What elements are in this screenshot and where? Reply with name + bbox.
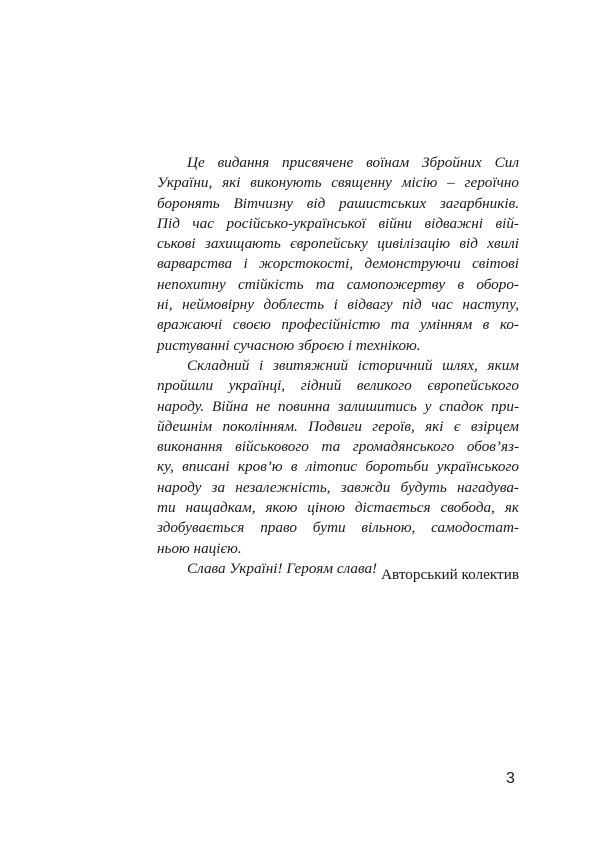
paragraph-1-line: непохитну стійкість та самопожертву в оборо-: [157, 275, 519, 293]
paragraph-3-line: Слава Україні! Героям слава!: [187, 559, 378, 577]
paragraph-1-line: вражаючі своєю професійністю та умінням в ко-: [157, 316, 519, 334]
paragraph-1-line: України, які виконують священну місію – героїчно: [157, 174, 519, 192]
paragraph-2-line: народу за незалежність, завжди будуть нагадува-: [157, 478, 519, 496]
paragraph-2-line: ти нащадкам, якою ціною дістається свобода, як: [157, 499, 519, 517]
paragraph-2-line: пройшли українці, гідний великого європейського: [157, 377, 519, 395]
paragraph-1-line: Це видання присвячене воїнам Збройних Сил: [187, 154, 519, 171]
paragraph-2-line: ньою нацією.: [157, 539, 242, 557]
paragraph-1-line: ристуванні сучасною зброєю і технікою.: [157, 336, 421, 354]
paragraph-1-line: ні, неймовірну доблесть і відвагу під час наступу,: [157, 296, 519, 314]
paragraph-1-line: cькові захищають європейську цивілізацію від хвилі: [157, 235, 519, 253]
paragraph-2-line: йдешнім поколінням. Подвиги героїв, які є взірцем: [157, 417, 519, 435]
dedication-text: [157, 153, 519, 579]
paragraph-2-line: ку, вписані кров’ю в літопис боротьби українського: [157, 458, 519, 476]
paragraph-2-line: народу. Війна не повинна залишитись у спадок при-: [157, 397, 519, 415]
author-signature: Авторський колектив: [381, 566, 519, 583]
paragraph-2-line: виконання військового та громадянського обов’яз-: [157, 438, 519, 456]
paragraph-1-line: боронять Вітчизну від рашистських загарбників.: [157, 194, 519, 212]
paragraph-1-line: варварства і жорстокості, демонструючи світові: [157, 255, 519, 273]
paragraph-1-line: Під час російсько-української війни відважні вій-: [157, 214, 519, 232]
paragraph-2-line: Складний і звитяжний історичний шлях, яким: [187, 356, 519, 374]
paragraph-2-line: здобувається право бути вільною, самодостат-: [157, 519, 519, 537]
page-number: 3: [506, 770, 515, 787]
